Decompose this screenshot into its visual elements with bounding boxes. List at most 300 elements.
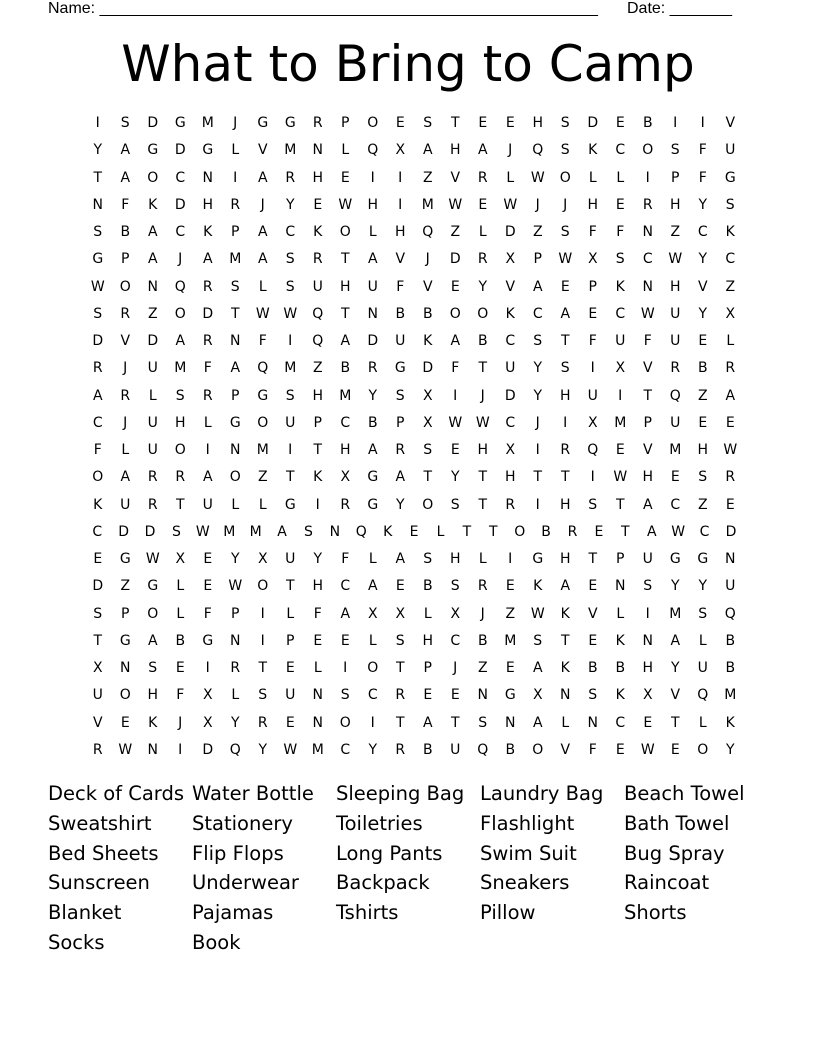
grid-letter[interactable]: H bbox=[449, 142, 461, 159]
grid-letter[interactable]: X bbox=[532, 687, 543, 704]
grid-letter[interactable]: E bbox=[698, 333, 708, 349]
grid-letter[interactable]: C bbox=[699, 523, 710, 540]
grid-letter[interactable]: K bbox=[560, 605, 570, 622]
grid-letter[interactable]: K bbox=[615, 687, 625, 704]
grid-letter[interactable]: U bbox=[120, 496, 131, 513]
grid-letter[interactable]: D bbox=[92, 578, 104, 595]
grid-letter[interactable]: C bbox=[92, 523, 103, 540]
grid-letter[interactable]: U bbox=[670, 305, 681, 322]
grid-letter[interactable]: B bbox=[615, 660, 626, 676]
grid-letter[interactable]: S bbox=[258, 687, 268, 704]
grid-letter[interactable]: E bbox=[285, 660, 295, 676]
grid-letter[interactable]: G bbox=[147, 142, 159, 159]
grid-letter[interactable]: B bbox=[120, 224, 131, 240]
grid-letter[interactable]: P bbox=[588, 278, 597, 295]
grid-letter[interactable]: U bbox=[285, 687, 296, 704]
grid-letter[interactable]: W bbox=[503, 196, 518, 213]
grid-letter[interactable]: E bbox=[423, 687, 433, 704]
grid-letter[interactable]: A bbox=[450, 333, 461, 349]
grid-letter[interactable]: X bbox=[587, 251, 598, 268]
grid-letter[interactable]: U bbox=[670, 414, 681, 431]
grid-letter[interactable]: H bbox=[587, 196, 599, 213]
grid-letter[interactable]: T bbox=[395, 660, 405, 676]
grid-letter[interactable]: O bbox=[174, 442, 186, 458]
grid-letter[interactable]: H bbox=[642, 469, 654, 486]
grid-letter[interactable]: X bbox=[202, 714, 213, 731]
grid-letter[interactable]: Z bbox=[422, 169, 433, 186]
grid-letter[interactable]: E bbox=[175, 660, 185, 676]
grid-letter[interactable]: A bbox=[422, 714, 433, 731]
grid-letter[interactable]: T bbox=[313, 442, 323, 458]
grid-letter[interactable]: U bbox=[505, 360, 516, 377]
grid-letter[interactable]: X bbox=[642, 687, 653, 704]
grid-letter[interactable]: U bbox=[670, 333, 681, 349]
grid-letter[interactable]: O bbox=[422, 496, 434, 513]
grid-letter[interactable]: I bbox=[398, 169, 403, 186]
grid-letter[interactable]: M bbox=[256, 442, 269, 458]
grid-letter[interactable]: J bbox=[123, 360, 128, 377]
grid-letter[interactable]: E bbox=[560, 278, 570, 295]
grid-letter[interactable]: S bbox=[478, 714, 488, 731]
grid-letter[interactable]: W bbox=[671, 523, 686, 540]
grid-letter[interactable]: O bbox=[339, 714, 351, 731]
grid-letter[interactable]: V bbox=[505, 278, 516, 295]
grid-letter[interactable]: H bbox=[312, 169, 324, 186]
grid-letter[interactable]: L bbox=[176, 578, 185, 595]
grid-letter[interactable]: J bbox=[178, 251, 183, 268]
grid-letter[interactable]: L bbox=[726, 333, 735, 349]
grid-letter[interactable]: B bbox=[541, 523, 551, 540]
grid-letter[interactable]: I bbox=[645, 169, 650, 186]
grid-letter[interactable]: U bbox=[147, 360, 158, 377]
grid-letter[interactable]: A bbox=[257, 251, 268, 268]
grid-letter[interactable]: V bbox=[642, 442, 653, 458]
grid-letter[interactable]: Z bbox=[505, 605, 516, 622]
grid-letter[interactable]: O bbox=[339, 224, 351, 240]
grid-letter[interactable]: E bbox=[478, 115, 488, 131]
grid-letter[interactable]: U bbox=[395, 333, 406, 349]
grid-letter[interactable]: I bbox=[95, 115, 100, 131]
grid-letter[interactable]: A bbox=[277, 523, 287, 540]
grid-letter[interactable]: O bbox=[229, 469, 241, 486]
grid-letter[interactable]: Y bbox=[698, 305, 708, 322]
grid-letter[interactable]: H bbox=[504, 469, 516, 486]
grid-letter[interactable]: F bbox=[616, 224, 625, 240]
grid-letter[interactable]: K bbox=[383, 523, 393, 540]
grid-letter[interactable]: Z bbox=[120, 578, 131, 595]
grid-letter[interactable]: R bbox=[147, 469, 158, 486]
grid-letter[interactable]: D bbox=[174, 196, 186, 213]
grid-letter[interactable]: W bbox=[195, 523, 210, 540]
grid-letter[interactable]: T bbox=[615, 496, 625, 513]
grid-letter[interactable]: T bbox=[340, 251, 350, 268]
grid-letter[interactable]: B bbox=[422, 578, 433, 595]
grid-letter[interactable]: D bbox=[174, 142, 186, 159]
grid-letter[interactable]: A bbox=[646, 523, 657, 540]
grid-letter[interactable]: Q bbox=[312, 333, 324, 349]
grid-letter[interactable]: P bbox=[231, 387, 240, 404]
grid-letter[interactable]: S bbox=[285, 251, 295, 268]
grid-letter[interactable]: S bbox=[643, 578, 653, 595]
grid-letter[interactable]: C bbox=[340, 414, 351, 431]
grid-letter[interactable]: S bbox=[171, 523, 181, 540]
grid-letter[interactable]: A bbox=[202, 251, 213, 268]
grid-letter[interactable]: G bbox=[697, 551, 709, 567]
grid-letter[interactable]: H bbox=[312, 578, 324, 595]
grid-letter[interactable]: E bbox=[670, 741, 680, 758]
grid-letter[interactable]: X bbox=[422, 387, 433, 404]
grid-letter[interactable]: T bbox=[560, 333, 570, 349]
grid-letter[interactable]: E bbox=[340, 169, 350, 186]
grid-letter[interactable]: L bbox=[176, 605, 185, 622]
grid-letter[interactable]: F bbox=[176, 687, 185, 704]
grid-letter[interactable]: A bbox=[532, 660, 543, 676]
grid-letter[interactable]: F bbox=[396, 278, 405, 295]
grid-letter[interactable]: Q bbox=[229, 741, 241, 758]
grid-letter[interactable]: K bbox=[313, 469, 323, 486]
grid-letter[interactable]: U bbox=[697, 660, 708, 676]
grid-letter[interactable]: T bbox=[340, 305, 350, 322]
grid-letter[interactable]: I bbox=[315, 496, 320, 513]
grid-letter[interactable]: S bbox=[395, 632, 405, 649]
grid-letter[interactable]: L bbox=[121, 442, 130, 458]
grid-letter[interactable]: Y bbox=[670, 660, 680, 676]
grid-letter[interactable]: T bbox=[285, 469, 295, 486]
grid-letter[interactable]: G bbox=[284, 115, 296, 131]
grid-letter[interactable]: R bbox=[120, 387, 131, 404]
grid-letter[interactable]: B bbox=[505, 741, 516, 758]
grid-letter[interactable]: U bbox=[725, 578, 736, 595]
grid-letter[interactable]: O bbox=[174, 305, 186, 322]
grid-letter[interactable]: R bbox=[230, 196, 241, 213]
grid-letter[interactable]: L bbox=[588, 169, 597, 186]
grid-letter[interactable]: G bbox=[174, 115, 186, 131]
grid-letter[interactable]: K bbox=[533, 578, 543, 595]
grid-letter[interactable]: U bbox=[285, 551, 296, 567]
grid-letter[interactable]: E bbox=[615, 741, 625, 758]
grid-letter[interactable]: P bbox=[671, 169, 680, 186]
grid-letter[interactable]: O bbox=[697, 741, 709, 758]
grid-letter[interactable]: C bbox=[175, 224, 186, 240]
grid-letter[interactable]: O bbox=[642, 142, 654, 159]
grid-letter[interactable]: B bbox=[395, 305, 406, 322]
grid-letter[interactable]: E bbox=[588, 632, 598, 649]
grid-letter[interactable]: U bbox=[367, 278, 378, 295]
grid-letter[interactable]: Q bbox=[312, 305, 324, 322]
grid-letter[interactable]: E bbox=[670, 469, 680, 486]
grid-letter[interactable]: A bbox=[642, 496, 653, 513]
grid-letter[interactable]: O bbox=[532, 741, 544, 758]
grid-letter[interactable]: R bbox=[92, 360, 103, 377]
grid-letter[interactable]: S bbox=[560, 360, 570, 377]
grid-letter[interactable]: W bbox=[475, 414, 490, 431]
grid-letter[interactable]: H bbox=[339, 442, 351, 458]
grid-letter[interactable]: E bbox=[505, 115, 515, 131]
grid-letter[interactable]: D bbox=[504, 387, 516, 404]
grid-letter[interactable]: G bbox=[257, 115, 269, 131]
grid-letter[interactable]: S bbox=[533, 333, 543, 349]
grid-letter[interactable]: I bbox=[590, 360, 595, 377]
grid-letter[interactable]: K bbox=[588, 142, 598, 159]
grid-letter[interactable]: T bbox=[489, 523, 498, 540]
grid-letter[interactable]: E bbox=[643, 714, 653, 731]
grid-letter[interactable]: H bbox=[202, 196, 214, 213]
grid-letter[interactable]: G bbox=[92, 251, 104, 268]
grid-letter[interactable]: E bbox=[505, 660, 515, 676]
grid-letter[interactable]: R bbox=[505, 496, 516, 513]
grid-letter[interactable]: X bbox=[202, 687, 213, 704]
grid-letter[interactable]: S bbox=[93, 224, 103, 240]
grid-letter[interactable]: A bbox=[175, 333, 186, 349]
grid-letter[interactable]: T bbox=[478, 360, 488, 377]
grid-letter[interactable]: S bbox=[615, 251, 625, 268]
grid-letter[interactable]: X bbox=[395, 142, 406, 159]
grid-letter[interactable]: D bbox=[92, 333, 104, 349]
grid-letter[interactable]: L bbox=[258, 278, 267, 295]
grid-letter[interactable]: R bbox=[202, 278, 213, 295]
grid-letter[interactable]: W bbox=[558, 251, 573, 268]
grid-letter[interactable]: T bbox=[533, 469, 543, 486]
grid-letter[interactable]: A bbox=[147, 632, 158, 649]
grid-letter[interactable]: A bbox=[147, 224, 158, 240]
grid-letter[interactable]: S bbox=[148, 660, 158, 676]
grid-letter[interactable]: H bbox=[477, 442, 489, 458]
grid-letter[interactable]: E bbox=[725, 496, 735, 513]
grid-letter[interactable]: S bbox=[725, 196, 735, 213]
grid-letter[interactable]: G bbox=[202, 632, 214, 649]
grid-letter[interactable]: Y bbox=[395, 496, 405, 513]
grid-letter[interactable]: P bbox=[231, 605, 240, 622]
grid-letter[interactable]: I bbox=[700, 115, 705, 131]
grid-letter[interactable]: Z bbox=[257, 469, 268, 486]
grid-letter[interactable]: M bbox=[311, 741, 324, 758]
grid-letter[interactable]: J bbox=[508, 142, 513, 159]
grid-letter[interactable]: G bbox=[257, 387, 269, 404]
grid-letter[interactable]: A bbox=[532, 278, 543, 295]
grid-letter[interactable]: Y bbox=[285, 196, 295, 213]
grid-letter[interactable]: V bbox=[725, 115, 736, 131]
grid-letter[interactable]: V bbox=[450, 169, 461, 186]
grid-letter[interactable]: T bbox=[670, 714, 680, 731]
grid-letter[interactable]: C bbox=[615, 714, 626, 731]
grid-letter[interactable]: I bbox=[233, 169, 238, 186]
grid-letter[interactable]: D bbox=[118, 523, 129, 540]
grid-letter[interactable]: R bbox=[560, 442, 571, 458]
grid-letter[interactable]: R bbox=[670, 360, 681, 377]
grid-letter[interactable]: I bbox=[590, 469, 595, 486]
grid-letter[interactable]: T bbox=[450, 115, 460, 131]
grid-letter[interactable]: K bbox=[505, 305, 515, 322]
grid-letter[interactable]: G bbox=[229, 414, 241, 431]
grid-letter[interactable]: H bbox=[559, 496, 571, 513]
grid-letter[interactable]: J bbox=[535, 196, 540, 213]
grid-letter[interactable]: B bbox=[367, 414, 378, 431]
grid-letter[interactable]: U bbox=[147, 414, 158, 431]
grid-letter[interactable]: F bbox=[588, 741, 597, 758]
grid-letter[interactable]: K bbox=[203, 224, 213, 240]
grid-letter[interactable]: U bbox=[202, 496, 213, 513]
grid-letter[interactable]: W bbox=[668, 251, 683, 268]
grid-letter[interactable]: X bbox=[395, 605, 406, 622]
grid-letter[interactable]: S bbox=[285, 387, 295, 404]
grid-letter[interactable]: K bbox=[148, 196, 158, 213]
grid-letter[interactable]: T bbox=[258, 660, 268, 676]
grid-letter[interactable]: G bbox=[367, 496, 379, 513]
grid-letter[interactable]: O bbox=[514, 523, 526, 540]
grid-letter[interactable]: D bbox=[147, 115, 159, 131]
grid-letter[interactable]: D bbox=[725, 523, 737, 540]
grid-letter[interactable]: T bbox=[560, 469, 570, 486]
grid-letter[interactable]: N bbox=[202, 169, 213, 186]
grid-letter[interactable]: B bbox=[642, 115, 653, 131]
grid-letter[interactable]: I bbox=[178, 741, 183, 758]
grid-letter[interactable]: B bbox=[422, 305, 433, 322]
grid-letter[interactable]: N bbox=[505, 714, 516, 731]
grid-letter[interactable]: Z bbox=[697, 387, 708, 404]
grid-letter[interactable]: W bbox=[613, 469, 628, 486]
grid-letter[interactable]: C bbox=[340, 741, 351, 758]
grid-letter[interactable]: E bbox=[615, 442, 625, 458]
grid-letter[interactable]: D bbox=[202, 741, 214, 758]
grid-letter[interactable]: S bbox=[450, 496, 460, 513]
grid-letter[interactable]: E bbox=[615, 196, 625, 213]
grid-letter[interactable]: E bbox=[395, 115, 405, 131]
grid-letter[interactable]: W bbox=[228, 578, 243, 595]
grid-letter[interactable]: B bbox=[725, 632, 736, 649]
grid-letter[interactable]: G bbox=[147, 578, 159, 595]
grid-letter[interactable]: C bbox=[505, 333, 516, 349]
grid-letter[interactable]: H bbox=[312, 387, 324, 404]
grid-letter[interactable]: U bbox=[285, 414, 296, 431]
grid-letter[interactable]: G bbox=[532, 551, 544, 567]
grid-letter[interactable]: L bbox=[148, 387, 157, 404]
grid-letter[interactable]: E bbox=[285, 714, 295, 731]
grid-letter[interactable]: Y bbox=[450, 469, 460, 486]
grid-letter[interactable]: N bbox=[312, 142, 323, 159]
grid-letter[interactable]: Z bbox=[532, 224, 543, 240]
grid-letter[interactable]: N bbox=[615, 578, 626, 595]
grid-letter[interactable]: T bbox=[395, 714, 405, 731]
grid-letter[interactable]: P bbox=[423, 660, 432, 676]
grid-letter[interactable]: C bbox=[615, 305, 626, 322]
grid-letter[interactable]: W bbox=[283, 305, 298, 322]
grid-letter[interactable]: J bbox=[233, 115, 238, 131]
grid-letter[interactable]: E bbox=[450, 687, 460, 704]
grid-letter[interactable]: R bbox=[120, 305, 131, 322]
grid-letter[interactable]: K bbox=[148, 714, 158, 731]
grid-letter[interactable]: F bbox=[93, 442, 102, 458]
grid-letter[interactable]: S bbox=[698, 469, 708, 486]
grid-letter[interactable]: F bbox=[203, 605, 212, 622]
grid-letter[interactable]: S bbox=[423, 115, 433, 131]
grid-letter[interactable]: F bbox=[588, 224, 597, 240]
grid-letter[interactable]: Z bbox=[450, 224, 461, 240]
grid-letter[interactable]: A bbox=[120, 169, 131, 186]
grid-letter[interactable]: X bbox=[257, 551, 268, 567]
grid-letter[interactable]: S bbox=[423, 442, 433, 458]
grid-letter[interactable]: C bbox=[505, 414, 516, 431]
grid-letter[interactable]: J bbox=[178, 714, 183, 731]
grid-letter[interactable]: S bbox=[304, 523, 313, 540]
grid-letter[interactable]: L bbox=[231, 687, 240, 704]
grid-letter[interactable]: J bbox=[260, 196, 265, 213]
grid-letter[interactable]: F bbox=[203, 360, 212, 377]
grid-letter[interactable]: O bbox=[367, 660, 379, 676]
grid-letter[interactable]: T bbox=[643, 387, 653, 404]
grid-letter[interactable]: R bbox=[202, 333, 213, 349]
grid-letter[interactable]: E bbox=[698, 414, 708, 431]
grid-letter[interactable]: B bbox=[477, 333, 488, 349]
grid-letter[interactable]: G bbox=[284, 496, 296, 513]
grid-letter[interactable]: J bbox=[563, 196, 568, 213]
grid-letter[interactable]: Z bbox=[670, 224, 681, 240]
grid-letter[interactable]: S bbox=[588, 687, 598, 704]
grid-letter[interactable]: R bbox=[312, 115, 323, 131]
grid-letter[interactable]: W bbox=[723, 442, 738, 458]
grid-letter[interactable]: J bbox=[480, 387, 485, 404]
grid-letter[interactable]: M bbox=[223, 523, 236, 540]
grid-letter[interactable]: R bbox=[230, 660, 241, 676]
grid-letter[interactable]: R bbox=[312, 251, 323, 268]
grid-letter[interactable]: E bbox=[203, 578, 213, 595]
grid-letter[interactable]: K bbox=[615, 278, 625, 295]
grid-letter[interactable]: K bbox=[615, 632, 625, 649]
grid-letter[interactable]: F bbox=[121, 196, 130, 213]
grid-letter[interactable]: N bbox=[312, 714, 323, 731]
grid-letter[interactable]: Z bbox=[697, 496, 708, 513]
grid-letter[interactable]: L bbox=[478, 224, 487, 240]
grid-letter[interactable]: D bbox=[422, 360, 434, 377]
grid-letter[interactable]: N bbox=[120, 660, 131, 676]
grid-letter[interactable]: O bbox=[367, 115, 379, 131]
grid-letter[interactable]: I bbox=[535, 496, 540, 513]
grid-letter[interactable]: Y bbox=[93, 142, 103, 159]
grid-letter[interactable]: A bbox=[367, 251, 378, 268]
grid-letter[interactable]: Z bbox=[477, 660, 488, 676]
grid-letter[interactable]: W bbox=[90, 278, 105, 295]
grid-letter[interactable]: O bbox=[257, 578, 269, 595]
grid-letter[interactable]: V bbox=[587, 605, 598, 622]
grid-letter[interactable]: A bbox=[367, 442, 378, 458]
grid-letter[interactable]: W bbox=[448, 196, 463, 213]
grid-letter[interactable]: H bbox=[559, 551, 571, 567]
grid-letter[interactable]: R bbox=[147, 496, 158, 513]
grid-letter[interactable]: R bbox=[725, 469, 736, 486]
grid-letter[interactable]: W bbox=[255, 305, 270, 322]
grid-letter[interactable]: S bbox=[588, 496, 598, 513]
grid-letter[interactable]: S bbox=[560, 115, 570, 131]
grid-letter[interactable]: I bbox=[288, 333, 293, 349]
grid-letter[interactable]: L bbox=[231, 142, 240, 159]
grid-letter[interactable]: C bbox=[367, 687, 378, 704]
grid-letter[interactable]: S bbox=[450, 578, 460, 595]
grid-letter[interactable]: N bbox=[230, 333, 241, 349]
grid-letter[interactable]: Z bbox=[312, 360, 323, 377]
grid-letter[interactable]: R bbox=[340, 496, 351, 513]
grid-letter[interactable]: R bbox=[477, 251, 488, 268]
grid-letter[interactable]: S bbox=[533, 632, 543, 649]
grid-letter[interactable]: U bbox=[147, 442, 158, 458]
grid-letter[interactable]: W bbox=[145, 551, 160, 567]
grid-letter[interactable]: Q bbox=[532, 142, 544, 159]
grid-letter[interactable]: W bbox=[640, 741, 655, 758]
grid-letter[interactable]: N bbox=[642, 632, 653, 649]
grid-letter[interactable]: I bbox=[370, 169, 375, 186]
grid-letter[interactable]: R bbox=[395, 741, 406, 758]
grid-letter[interactable]: D bbox=[144, 523, 156, 540]
grid-letter[interactable]: D bbox=[202, 305, 214, 322]
grid-letter[interactable]: T bbox=[450, 714, 460, 731]
